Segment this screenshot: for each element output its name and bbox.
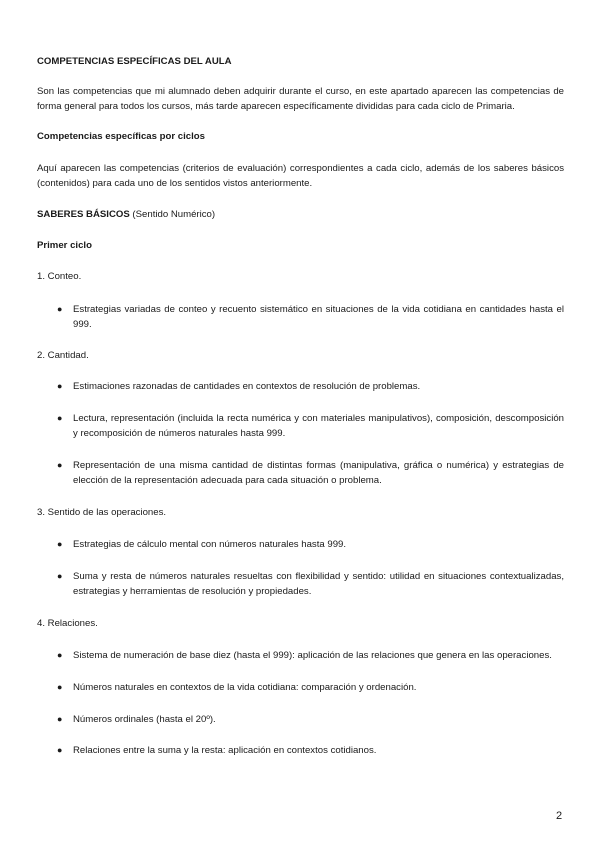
- subtitle-paragraph: Aquí aparecen las competencias (criterios de evaluación) correspondientes a cada ciclo, además de los saberes básicos (contenidos) para cada uno de los sentidos vistos anteriormente.: [37, 163, 564, 189]
- section-heading-cantidad: 2. Cantidad.: [37, 350, 89, 361]
- section-heading-conteo: 1. Conteo.: [37, 271, 82, 282]
- list-item-text: Suma y resta de números naturales resueltas con flexibilidad y sentido: utilidad en situaciones contextualizadas, estrategias y herramientas de resolución y propiedades.: [73, 571, 564, 597]
- list-item-text: Estrategias de cálculo mental con números naturales hasta 999.: [73, 539, 347, 550]
- section-heading-operaciones: 3. Sentido de las operaciones.: [37, 507, 167, 518]
- list-item-text: Relaciones entre la suma y la resta: aplicación en contextos cotidianos.: [73, 745, 377, 756]
- list-item-text: Números naturales en contextos de la vida cotidiana: comparación y ordenación.: [73, 682, 417, 693]
- saberes-title: [37, 207, 215, 222]
- bullet-icon: ●: [57, 304, 63, 314]
- list-item-text: Estimaciones razonadas de cantidades en contextos de resolución de problemas.: [73, 381, 421, 392]
- section-heading-relaciones: 4. Relaciones.: [37, 618, 98, 629]
- list-item-text: Sistema de numeración de base diez (hasta el 999): aplicación de las relaciones que genera en las operaciones.: [73, 650, 552, 661]
- bullet-icon: ●: [57, 381, 63, 391]
- bullet-icon: ●: [57, 745, 63, 755]
- bullet-icon: ●: [57, 571, 63, 581]
- page-number: 2: [556, 810, 563, 822]
- list-item-text: Lectura, representación (incluida la recta numérica y con materiales manipulativos), composición, descomposición y recomposición de números naturales hasta 999.: [73, 413, 564, 439]
- saberes-title-bold: SABERES BÁSICOS: [37, 209, 130, 220]
- section-title: COMPETENCIAS ESPECÍFICAS DEL AULA: [37, 56, 232, 67]
- list-item-text: Estrategias variadas de conteo y recuento sistemático en situaciones de la vida cotidiana en cantidades hasta el 999.: [73, 304, 564, 330]
- bullet-icon: ●: [57, 682, 63, 692]
- saberes-title-rest: (Sentido Numérico): [129, 209, 216, 220]
- list-item-text: Representación de una misma cantidad de distintas formas (manipulativa, gráfica o numérica) y estrategias de elección de la representación adecuada para cada situación o problema.: [73, 460, 564, 486]
- subtitle: Competencias específicas por ciclos: [37, 131, 205, 142]
- bullet-icon: ●: [57, 714, 63, 724]
- intro-paragraph: Son las competencias que mi alumnado deben adquirir durante el curso, en este apartado aparecen las competencias de forma general para todos los cursos, más tarde aparecen específicamente divididas para cada ciclo de Primaria.: [37, 86, 564, 112]
- bullet-icon: ●: [57, 413, 63, 423]
- bullet-icon: ●: [57, 539, 63, 549]
- list-item-text: Números ordinales (hasta el 20º).: [73, 714, 216, 725]
- bullet-icon: ●: [57, 460, 63, 470]
- cycle-title: Primer ciclo: [37, 240, 92, 251]
- bullet-icon: ●: [57, 650, 63, 660]
